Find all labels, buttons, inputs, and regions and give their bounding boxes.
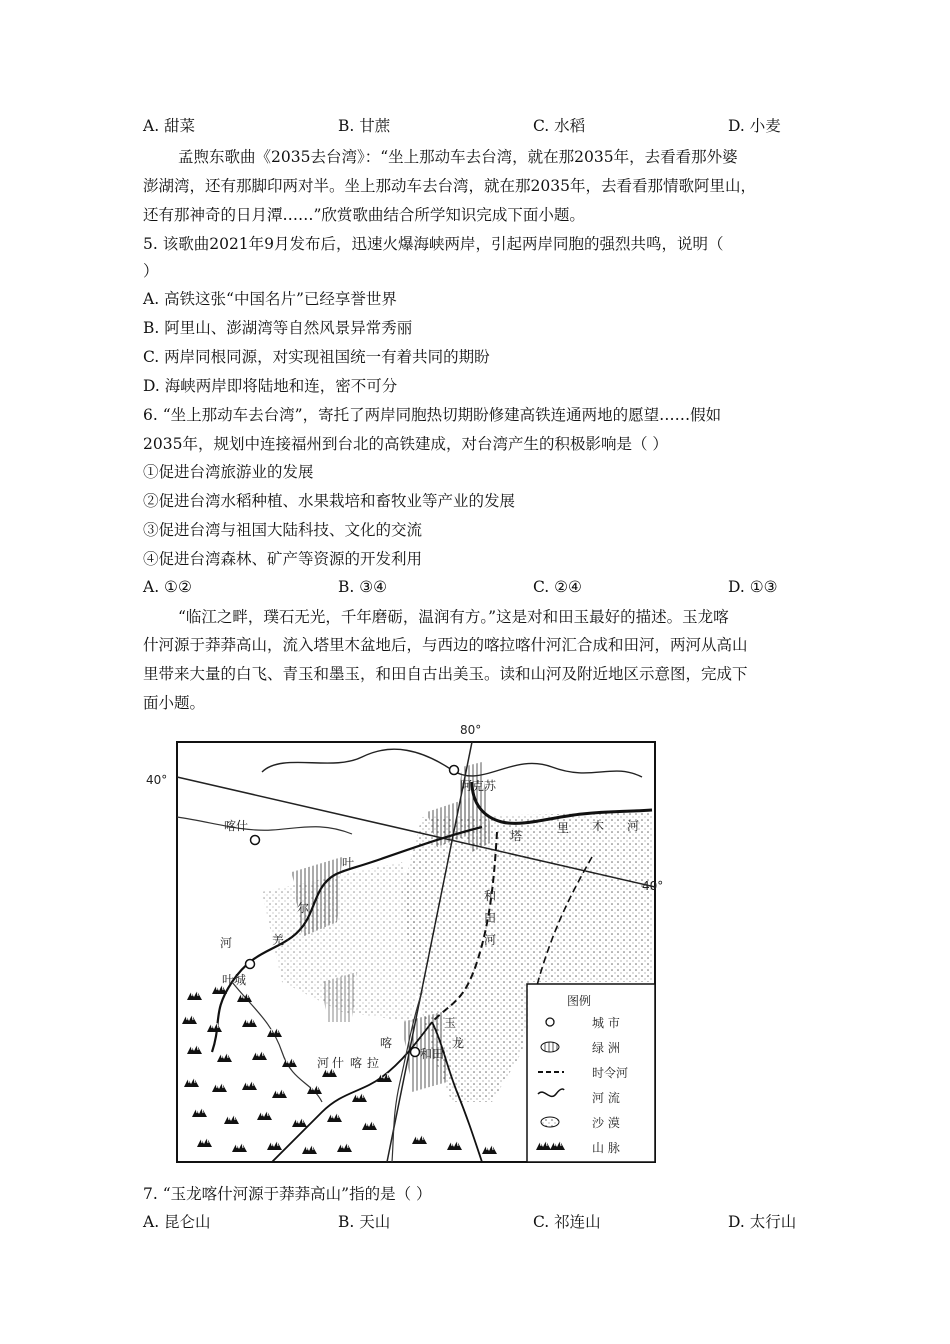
q7-stem: 7. “玉龙喀什河源于莽莽高山”指的是（ ） <box>143 1185 432 1203</box>
legend-desert-symbol <box>541 1117 559 1127</box>
river-char-13: 拉 <box>367 1056 380 1070</box>
legend-title: 图例 <box>567 994 592 1008</box>
q5-option-d[interactable]: D. 海峡两岸即将陆地和连，密不可分 <box>143 377 398 395</box>
q7-option-a[interactable]: A. 昆仑山 <box>143 1213 211 1231</box>
q6-item-3: ③促进台湾与祖国大陆科技、文化的交流 <box>143 521 423 539</box>
river-char-14: 喀 <box>350 1056 363 1070</box>
city-yecheng-marker <box>246 960 255 969</box>
q4-option-a[interactable]: A. 甜菜 <box>143 117 196 135</box>
passage2-line-3: 里带来大量的白飞、青玉和墨玉，和田自古出美玉。读和山河及附近地区示意图，完成下 <box>143 665 748 683</box>
q5-stem-line-2: ） <box>143 262 159 280</box>
river-char-17: 玉 <box>444 1016 457 1030</box>
river-char-11: 河 <box>484 933 497 947</box>
passage1-line-2: 澎湖湾，还有那脚印两对半。坐上那动车去台湾，就在那2035年，去看看那情歌阿里山， <box>143 177 756 195</box>
q7-option-b[interactable]: B. 天山 <box>338 1213 391 1231</box>
passage2-line-4: 面小题。 <box>143 694 206 712</box>
river-char-8: 河 <box>220 936 233 950</box>
river-char-3: 木 <box>592 819 605 833</box>
river-char-1: 塔 <box>510 829 523 843</box>
q5-option-a[interactable]: A. 高铁这张“中国名片”已经享誉世界 <box>143 290 397 308</box>
city-kashgar-marker <box>251 836 260 845</box>
legend-desert-label: 沙 漠 <box>592 1116 620 1130</box>
river-char-10: 田 <box>484 911 497 925</box>
river-char-7: 羌 <box>272 933 285 947</box>
map-legend <box>527 984 655 1162</box>
river-char-6: 尔 <box>297 901 310 915</box>
river-char-15: 什 <box>332 1056 345 1070</box>
latitude-label-left: 40° <box>146 773 168 787</box>
river-char-12: 喀 <box>380 1036 393 1050</box>
q4-option-c[interactable]: C. 水稻 <box>533 117 586 135</box>
hotan-river-map <box>146 722 664 1167</box>
q4-option-b[interactable]: B. 甘蔗 <box>338 117 391 135</box>
q5-stem-line-1: 5. 该歌曲2021年9月发布后，迅速火爆海峡两岸，引起两岸同胞的强烈共鸣，说明（ <box>143 235 724 253</box>
passage2-line-1: “临江之畔，璞石无光，千年磨砺，温润有方。”这是对和田玉最好的描述。玉龙喀 <box>178 608 729 626</box>
legend-oasis-label: 绿 洲 <box>592 1041 620 1055</box>
q4-option-d[interactable]: D. 小麦 <box>728 117 781 135</box>
q6-option-a[interactable]: A. ①② <box>143 578 192 596</box>
legend-city-symbol <box>546 1018 554 1026</box>
city-aksu-marker <box>450 766 459 775</box>
latitude-label-right: 40° <box>642 879 664 893</box>
legend-city-label: 城 市 <box>592 1016 620 1030</box>
river-char-4: 河 <box>627 819 640 833</box>
legend-seasonal-river-label: 时令河 <box>592 1066 629 1080</box>
q6-item-4: ④促进台湾森林、矿产等资源的开发利用 <box>143 550 423 568</box>
legend-river-label: 河 流 <box>592 1091 620 1105</box>
q6-stem-line-2: 2035年，规划中连接福州到台北的高铁建成，对台湾产生的积极影响是（ ） <box>143 435 668 453</box>
river-char-5: 叶 <box>342 856 355 870</box>
passage1-line-3: 还有那神奇的日月潭……”欣赏歌曲结合所学知识完成下面小题。 <box>143 206 585 224</box>
passage2-line-2: 什河源于莽莽高山，流入塔里木盆地后，与西边的喀拉喀什河汇合成和田河，两河从高山 <box>143 636 748 654</box>
city-kashgar-label: 喀什 <box>224 819 249 833</box>
river-char-18: 龙 <box>452 1036 465 1050</box>
river-char-16: 河 <box>317 1056 330 1070</box>
city-aksu-label: 阿克苏 <box>460 779 497 793</box>
q6-option-c[interactable]: C. ②④ <box>533 578 582 596</box>
q6-option-b[interactable]: B. ③④ <box>338 578 388 596</box>
legend-mountain-label: 山 脉 <box>592 1141 620 1155</box>
q5-option-c[interactable]: C. 两岸同根同源，对实现祖国统一有着共同的期盼 <box>143 348 490 366</box>
q5-option-b[interactable]: B. 阿里山、澎湖湾等自然风景异常秀丽 <box>143 319 413 337</box>
q6-option-d[interactable]: D. ①③ <box>728 578 778 596</box>
longitude-label: 80° <box>460 723 482 737</box>
q6-item-1: ①促进台湾旅游业的发展 <box>143 463 314 481</box>
q6-item-2: ②促进台湾水稻种植、水果栽培和畜牧业等产业的发展 <box>143 492 516 510</box>
river-char-9: 和 <box>484 889 497 903</box>
city-hotan-marker <box>411 1048 420 1057</box>
q7-option-c[interactable]: C. 祁连山 <box>533 1213 601 1231</box>
passage1-line-1: 孟煦东歌曲《2035去台湾》：“坐上那动车去台湾，就在那2035年，去看看那外婆 <box>178 148 738 166</box>
river-char-2: 里 <box>557 821 570 835</box>
q7-option-d[interactable]: D. 太行山 <box>728 1213 797 1231</box>
city-yecheng-label: 叶城 <box>222 973 247 987</box>
city-hotan-label: 和田 <box>420 1047 445 1061</box>
q6-stem-line-1: 6. “坐上那动车去台湾”，寄托了两岸同胞热切期盼修建高铁连通两地的愿望……假如 <box>143 406 722 424</box>
legend-oasis-symbol <box>541 1042 559 1052</box>
